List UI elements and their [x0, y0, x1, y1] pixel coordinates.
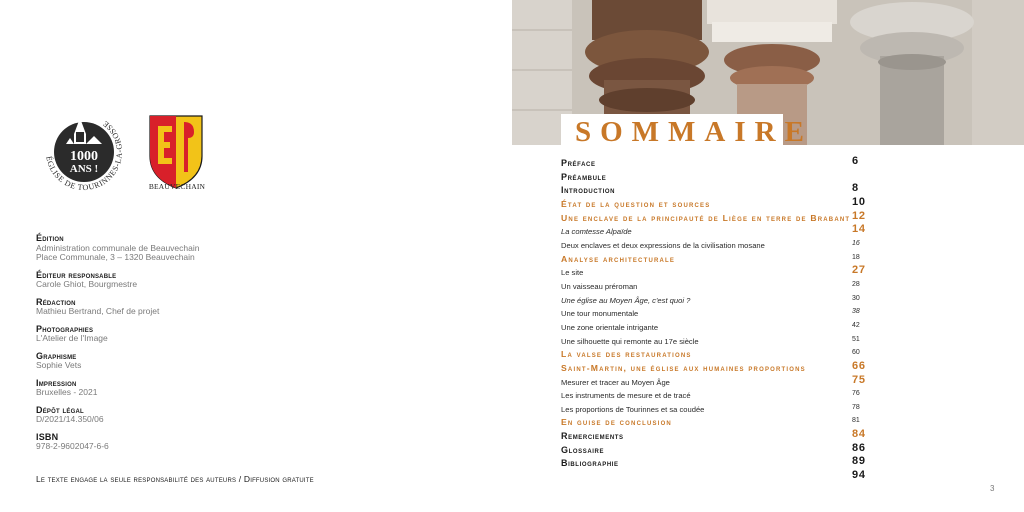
toc-entry-label: La valse des restaurations: [561, 349, 692, 360]
credit-line: Administration communale de Beauvechain: [36, 242, 200, 253]
credit-block: [36, 298, 296, 317]
credit-label: Dépôt légal: [36, 404, 84, 415]
credit-line: D/2021/14.350/06: [36, 414, 104, 424]
toc-entry-page: 8: [852, 182, 859, 195]
toc-entry-label: Remerciements: [561, 431, 624, 442]
toc-entry-label: Préambule: [561, 171, 607, 182]
credit-line: Bruxelles - 2021: [36, 387, 98, 397]
credit-label: Édition: [36, 233, 64, 243]
toc-entry-label: Une enclave de la principauté de Liège en terre de Brabant: [561, 212, 851, 223]
toc-entry-label: Glossaire: [561, 444, 605, 455]
credit-label: Impression: [36, 377, 77, 388]
toc-entry-label: La comtesse Alpaïde: [561, 227, 632, 237]
toc-entry-label: Bibliographie: [561, 458, 619, 469]
toc-entry-page: 51: [852, 335, 860, 343]
toc-entry-page: 30: [852, 294, 860, 302]
toc-entry-page: 81: [852, 417, 860, 425]
credit-line: L'Atelier de l'Image: [36, 333, 108, 343]
toc-entry-page: 18: [852, 253, 860, 261]
toc-entry-label: Saint-Martin, une église aux humaines proportions: [561, 362, 806, 373]
toc-entry-page: 78: [852, 403, 860, 411]
toc-entry-label: Préface: [561, 158, 596, 168]
toc-entry-page: 66: [852, 359, 866, 372]
toc-entry-label: Une silhouette qui remonte au 17e siècle: [561, 336, 699, 346]
credit-block: [36, 352, 296, 371]
toc-entry-label: Analyse architecturale: [561, 253, 676, 264]
toc-labels: [561, 157, 851, 471]
toc-entry-label: En guise de conclusion: [561, 417, 672, 428]
toc-entry-page: 89: [852, 455, 866, 468]
toc-entry-label: Les proportions de Tourinnes et sa coudée: [561, 404, 705, 414]
toc-entry-label: Une église au Moyen Âge, c'est quoi ?: [561, 295, 691, 305]
credit-block: [36, 433, 296, 452]
toc-entry-page: 60: [852, 349, 860, 357]
toc-entry-label: Deux enclaves et deux expressions de la civilisation mosane: [561, 240, 765, 250]
credit-label: ISBN: [36, 431, 59, 442]
toc-entry-page: 16: [852, 239, 860, 247]
toc-entry-page: 94: [852, 469, 866, 482]
toc-entry-label: Introduction: [561, 185, 616, 196]
toc-entry-page: 38: [852, 308, 860, 316]
credit-label: Photographies: [36, 323, 94, 334]
toc-page-numbers: [852, 155, 882, 483]
crest-label: BEAUVECHAIN: [148, 182, 206, 191]
seal-ring-text: ÉGLISE DE TOURINNES-LA-GROSSE: [44, 118, 125, 193]
toc-entry-page: 76: [852, 390, 860, 398]
toc-entry-page: 14: [852, 223, 866, 236]
credit-line: Carole Ghiot, Bourgmestre: [36, 279, 138, 289]
toc-entry-label: Les instruments de mesure et de tracé: [561, 391, 691, 401]
toc-entry-page: [852, 169, 882, 183]
credit-block: [36, 406, 296, 425]
credit-line: Mathieu Bertrand, Chef de projet: [36, 306, 160, 316]
credit-label: Éditeur responsable: [36, 269, 117, 280]
toc-entry-label: État de la question et sources: [561, 198, 711, 209]
toc-entry-label: Mesurer et tracer au Moyen Âge: [561, 377, 670, 387]
toc-title: SOMMAIRE: [575, 116, 813, 148]
toc-entry-label: Une zone orientale intrigante: [561, 322, 659, 332]
credit-line: Sophie Vets: [36, 360, 82, 370]
toc-entry-page: 75: [852, 373, 866, 386]
credit-block: [36, 325, 296, 344]
toc-entry-page: 6: [852, 155, 859, 167]
beauvechain-crest-logo: [146, 112, 206, 190]
seal-center-line2: ANS !: [69, 163, 99, 175]
toc-entry-page: 10: [852, 195, 866, 208]
seal-center-line1: 1000: [70, 149, 98, 164]
toc-entry-page: 27: [852, 264, 866, 277]
page-number: 3: [990, 484, 995, 493]
credit-block: [36, 271, 296, 290]
credits-list: [36, 234, 296, 460]
credit-line: Place Communale, 3 – 1320 Beauvechain: [36, 252, 195, 262]
toc-entry-page: 42: [852, 321, 860, 329]
credit-block: [36, 379, 296, 398]
credit-label: Graphisme: [36, 350, 77, 361]
toc-entry-page: 84: [852, 428, 866, 441]
toc-entry-label: Une tour monumentale: [561, 309, 639, 319]
credit-block: [36, 234, 296, 263]
toc-entry-label: Le site: [561, 268, 584, 278]
logos: [36, 104, 236, 194]
footer-note: Le texte engage la seule responsabilité des auteurs / Diffusion gratuite: [36, 474, 314, 484]
toc-entry-page: 86: [852, 441, 866, 454]
credit-label: Rédaction: [36, 296, 76, 307]
toc-entry-label: Un vaisseau préroman: [561, 281, 638, 291]
anniversary-seal-logo: [36, 104, 132, 200]
toc-entry-page: 28: [852, 280, 860, 288]
credit-line: 978-2-9602047-6-6: [36, 441, 109, 451]
toc-entry-page: 12: [852, 209, 866, 222]
